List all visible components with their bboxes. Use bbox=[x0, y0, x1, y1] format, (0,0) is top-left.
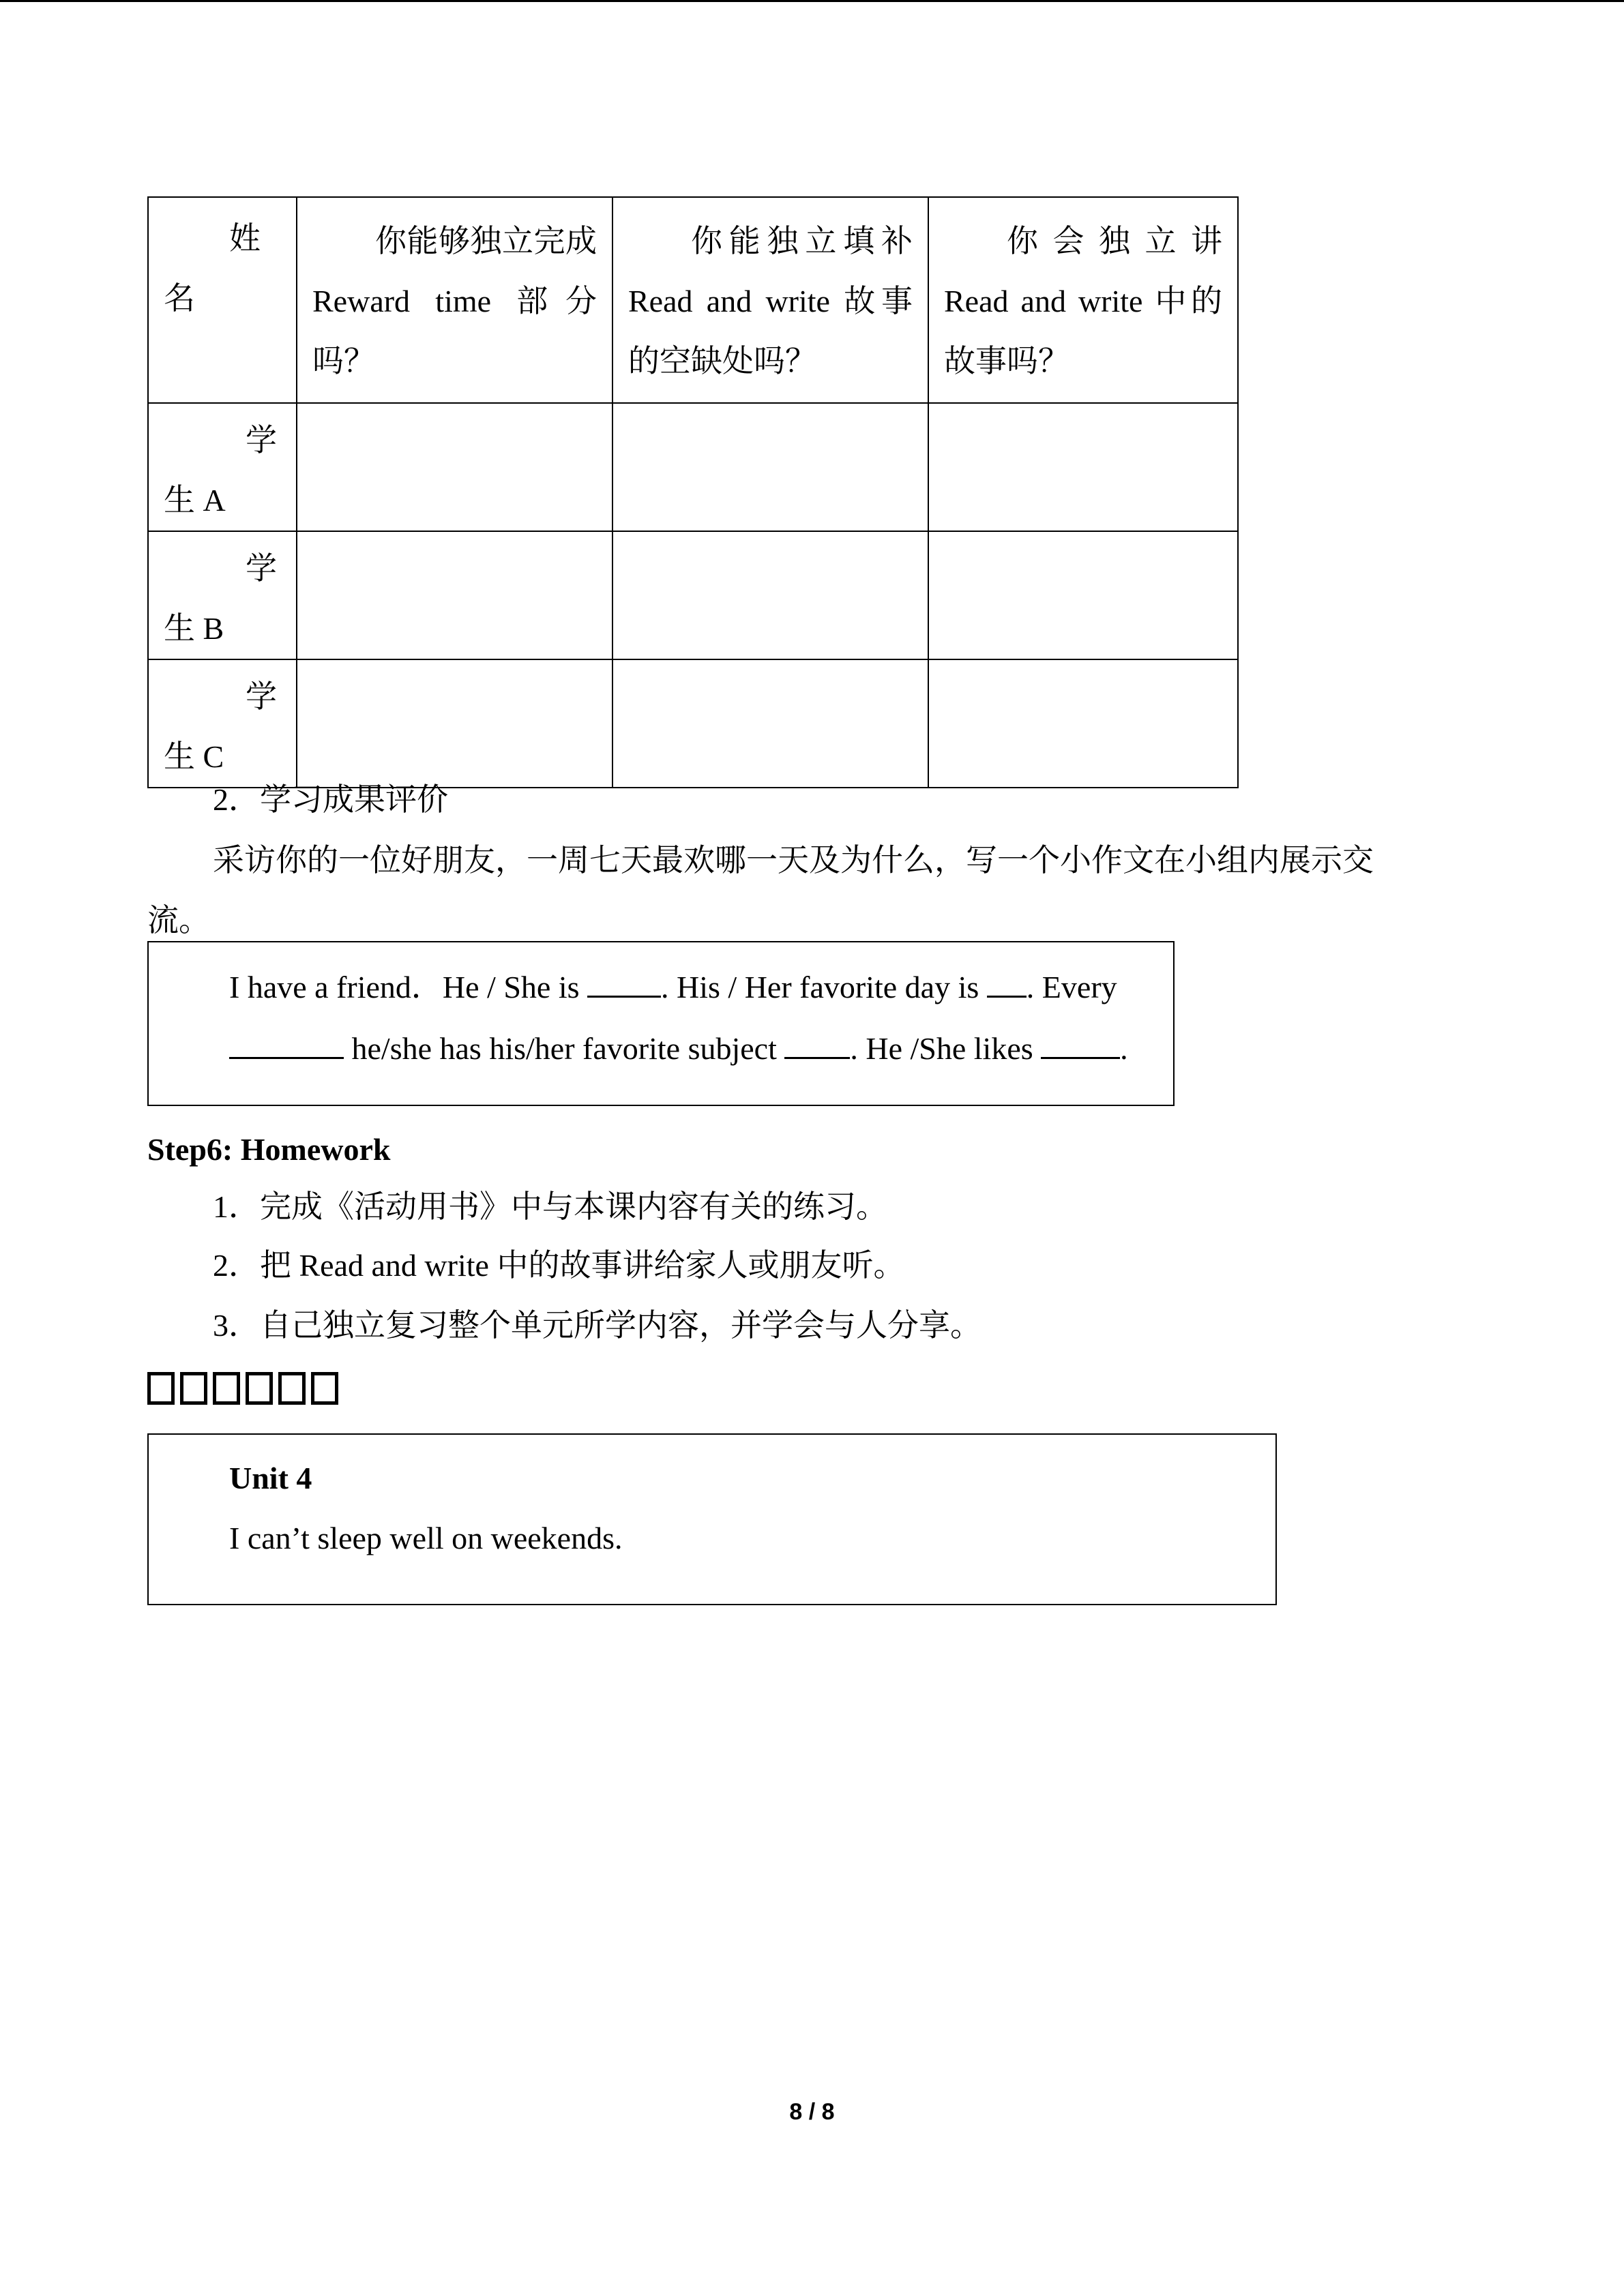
template-line2-text-c: . bbox=[1120, 1031, 1128, 1066]
board-design-box bbox=[147, 1433, 1277, 1605]
page-number: 8 / 8 bbox=[789, 2099, 835, 2125]
unit-subtitle: I can’t sleep well on weekends. bbox=[229, 1521, 623, 1555]
template-line1-text-b: . His / Her favorite day is bbox=[661, 970, 987, 1004]
section2-heading: 2．学习成果评价 bbox=[213, 782, 448, 817]
student-name-line2: 生 A bbox=[164, 483, 226, 518]
missing-glyph-box bbox=[213, 1372, 240, 1405]
header-col1-cell bbox=[297, 197, 612, 403]
table-row bbox=[148, 659, 1238, 788]
student-name-line1: 学 bbox=[246, 551, 277, 586]
homework-title: Step6: Homework bbox=[147, 1132, 391, 1167]
header-col2-text: 你能独立填补 Read and write 故事的空缺处吗？ bbox=[628, 224, 913, 378]
header-col1-text: 你能够独立完成 Reward time 部分吗？ bbox=[312, 224, 597, 378]
header-name-cell bbox=[148, 197, 297, 403]
section2-paragraph-line1: 采访你的一位好朋友，一周七天最欢哪一天及为什么，写一个小作文在小组内展示交 bbox=[213, 843, 1374, 878]
unit-title: Unit 4 bbox=[229, 1461, 312, 1495]
table-row bbox=[148, 403, 1238, 531]
template-line1-text-a: I have a friend．He / She is bbox=[229, 970, 588, 1004]
section2-paragraph-line2: 流。 bbox=[147, 903, 210, 938]
header-col3-cell bbox=[928, 197, 1238, 403]
missing-glyph-box bbox=[246, 1372, 273, 1405]
student-name-cell bbox=[148, 531, 297, 659]
student-name-cell bbox=[148, 659, 297, 788]
student-name-line1: 学 bbox=[246, 423, 277, 458]
template-line2 bbox=[229, 1026, 1128, 1069]
template-line2-text-a: he/she has his/her favorite subject bbox=[344, 1031, 785, 1066]
answer-cell bbox=[612, 403, 928, 531]
answer-cell bbox=[928, 531, 1238, 659]
student-name-line2: 生 C bbox=[164, 739, 224, 774]
blank-name bbox=[587, 964, 661, 998]
self-evaluation-table bbox=[147, 196, 1239, 788]
answer-cell bbox=[297, 659, 612, 788]
answer-cell bbox=[297, 531, 612, 659]
blank-weekday bbox=[229, 1026, 344, 1059]
missing-glyph-heading bbox=[147, 1372, 338, 1405]
missing-glyph-box bbox=[278, 1372, 306, 1405]
answer-cell bbox=[928, 403, 1238, 531]
table-header-row bbox=[148, 197, 1238, 403]
writing-template-box bbox=[147, 941, 1175, 1106]
homework-item-2: 2．把 Read and write 中的故事讲给家人或朋友听。 bbox=[213, 1248, 905, 1283]
homework-item-1: 1．完成《活动用书》中与本课内容有关的练习。 bbox=[213, 1189, 887, 1224]
student-name-cell bbox=[148, 403, 297, 531]
template-line1 bbox=[229, 964, 1117, 1008]
template-line2-text-b: . He /She likes bbox=[850, 1031, 1042, 1066]
header-col3-text: 你会独立讲 Read and write 中的故事吗？ bbox=[944, 224, 1222, 378]
page-top-border bbox=[0, 0, 1624, 2]
answer-cell bbox=[297, 403, 612, 531]
student-name-line1: 学 bbox=[246, 679, 277, 714]
answer-cell bbox=[612, 659, 928, 788]
blank-subject bbox=[784, 1026, 850, 1059]
answer-cell bbox=[928, 659, 1238, 788]
answer-cell bbox=[612, 531, 928, 659]
blank-day bbox=[987, 964, 1027, 998]
missing-glyph-box bbox=[180, 1372, 207, 1405]
header-name-text: 姓名 bbox=[164, 221, 261, 316]
student-name-line2: 生 B bbox=[164, 611, 224, 646]
homework-item-3: 3．自己独立复习整个单元所学内容，并学会与人分享。 bbox=[213, 1308, 981, 1343]
missing-glyph-box bbox=[147, 1372, 175, 1405]
table-row bbox=[148, 531, 1238, 659]
header-col2-cell bbox=[612, 197, 928, 403]
blank-likes bbox=[1041, 1026, 1120, 1059]
template-line1-text-c: . Every bbox=[1026, 970, 1117, 1004]
missing-glyph-box bbox=[311, 1372, 338, 1405]
